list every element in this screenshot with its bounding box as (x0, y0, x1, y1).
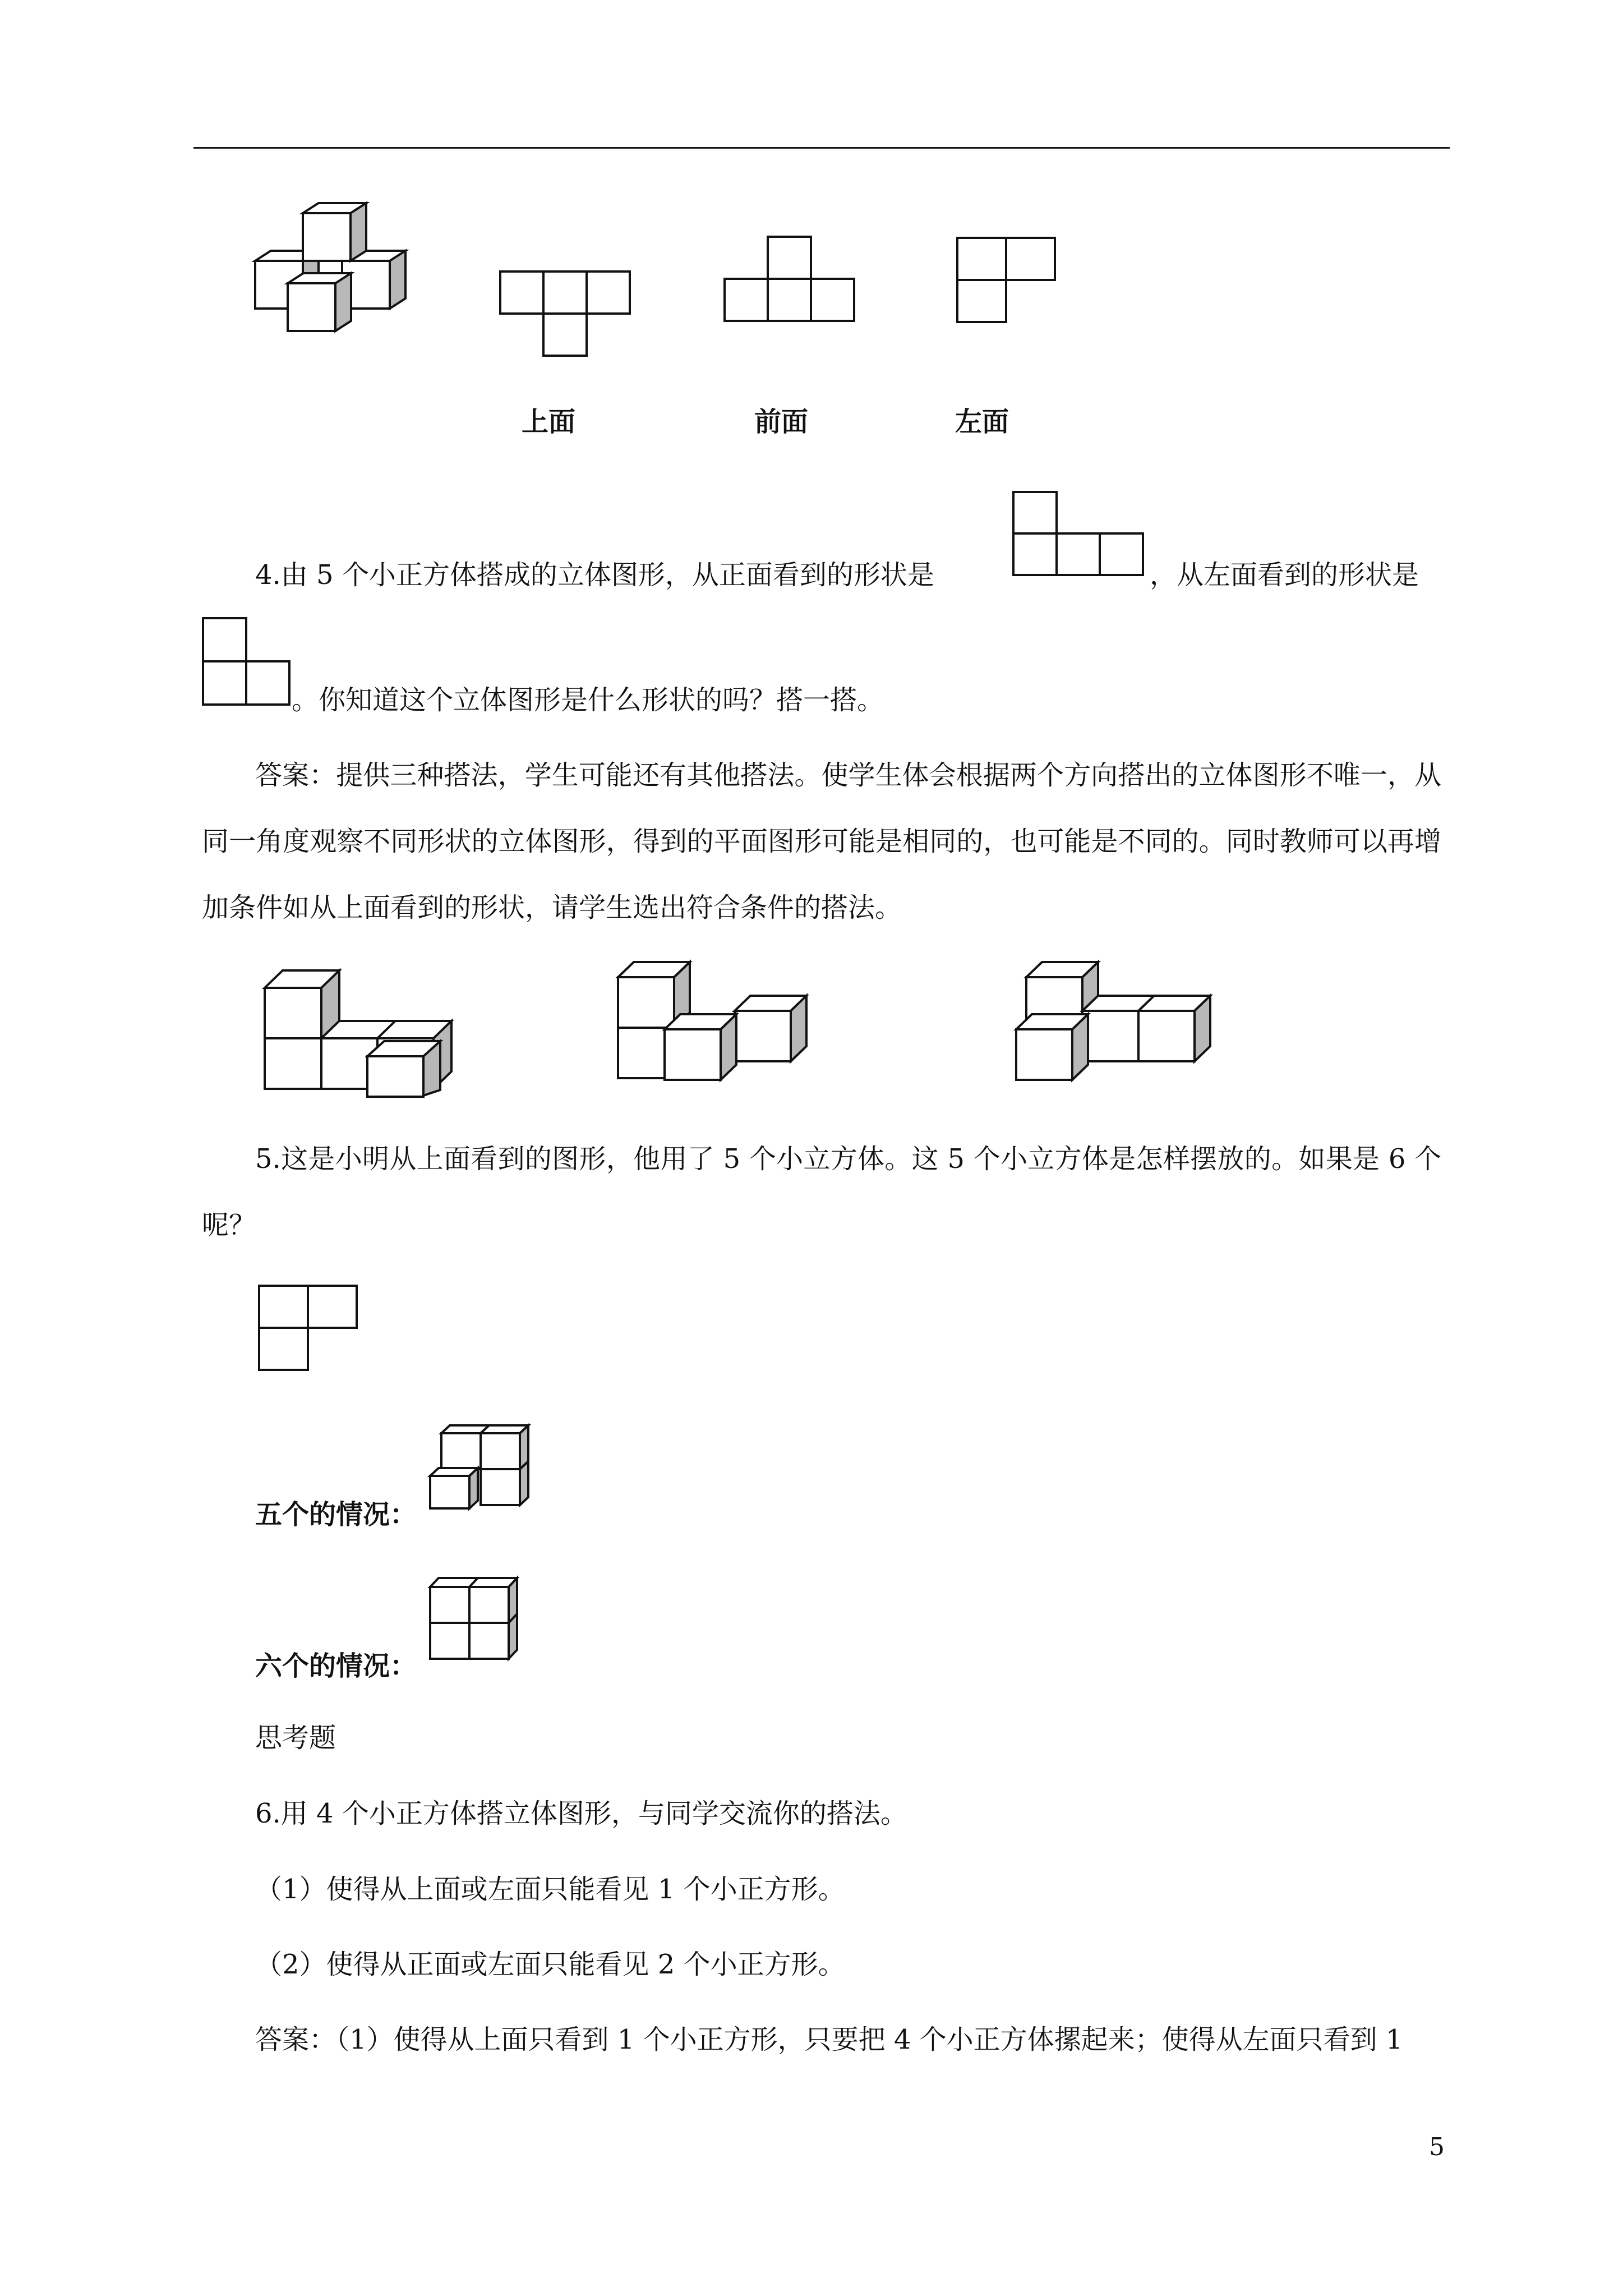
five-cubes-figure (429, 1422, 533, 1512)
q5-text: 5.这是小明从上面看到的图形，他用了 5 个小立方体。这 5 个小立方体是怎样摆放的。如果是 6 个呢？ (202, 1143, 1441, 1241)
cube-structure-figure (247, 199, 426, 334)
q5-top-view-figure (258, 1285, 362, 1374)
q4-left-view-inline (202, 617, 292, 707)
q4-text-part2: ，从左面看到的形状是 (1150, 559, 1419, 591)
q6-text: 6.用 4 个小正方体搭立体图形，与同学交流你的搭法。 (255, 1798, 907, 1829)
q6-item-2: （2）使得从正面或左面只能看见 2 个小正方形。 (255, 1949, 845, 1980)
six-cubes-figure (429, 1573, 533, 1663)
page-number: 5 (1429, 2133, 1445, 2161)
arrangement-3 (1015, 959, 1228, 1094)
front-view-figure (723, 236, 858, 322)
top-view-figure (499, 270, 634, 357)
thinking-heading: 思考题 (255, 1722, 336, 1754)
label-front: 前面 (754, 406, 809, 438)
q6-item-1: （1）使得从上面或左面只能看见 1 个小正方形。 (255, 1874, 845, 1905)
arrangement-1 (264, 969, 465, 1098)
q5-six-label: 六个的情况： (255, 1650, 417, 1682)
q4-text-part3: 。你知道这个立体图形是什么形状的吗？搭一搭。 (292, 684, 884, 716)
header-rule (193, 147, 1450, 149)
label-left: 左面 (955, 406, 1009, 438)
q4-text-part1: 4.由 5 个小正方体搭成的立体图形，从正面看到的形状是 (255, 559, 934, 591)
arrangement-2 (617, 959, 819, 1094)
q4-front-view-inline (1012, 491, 1145, 576)
label-top: 上面 (522, 406, 576, 438)
q5-five-label: 五个的情况： (255, 1499, 417, 1530)
q4-answer: 答案：提供三种搭法，学生可能还有其他搭法。使学生体会根据两个方向搭出的立体图形不唯一，从同一角度观察不同形状的立体图形，得到的平面图形可能是相同的，也可能是不同的。同时教师可以再增加条件如从上面看到的形状，请学生选出符合条件的搭法。 (202, 760, 1441, 923)
left-view-figure (956, 237, 1057, 323)
q6-answer: 答案：（1）使得从上面只看到 1 个小正方形，只要把 4 个小正方体摞起来；使得从左面只看到 1 (255, 2024, 1403, 2055)
